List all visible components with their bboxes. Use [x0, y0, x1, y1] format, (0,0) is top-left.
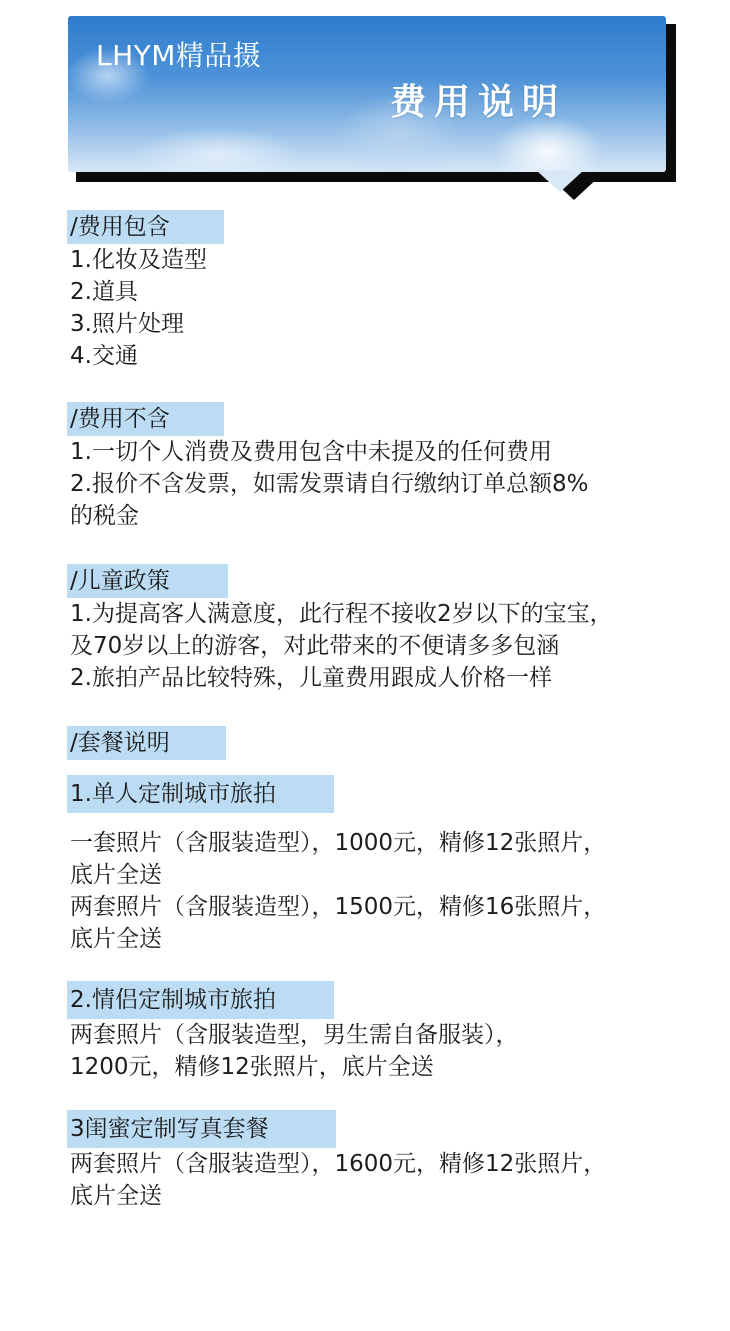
included-section [67, 210, 224, 372]
package-line: 两套照片（含服装造型），1500元，精修16张照片， [70, 894, 607, 920]
children-line: 及70岁以上的游客，对此带来的不便请多多包涵 [70, 633, 560, 659]
included-heading: /费用包含 [67, 210, 224, 244]
package-line: 底片全送 [70, 862, 162, 888]
included-item: 1.化妆及造型 [70, 247, 207, 273]
package-line: 1200元，精修12张照片，底片全送 [70, 1054, 434, 1080]
banner-image [68, 16, 666, 172]
package-line: 底片全送 [70, 1183, 162, 1209]
package-line: 两套照片（含服装造型，男生需自备服装）， [70, 1022, 519, 1048]
included-item: 2.道具 [70, 279, 138, 305]
banner-pointer [536, 170, 584, 192]
children-line: 1.为提高客人满意度，此行程不接收2岁以下的宝宝， [70, 601, 613, 627]
included-item: 4.交通 [70, 343, 138, 369]
packages-section [67, 726, 226, 760]
package-title: 3闺蜜定制写真套餐 [67, 1110, 336, 1148]
package-2 [67, 981, 519, 1083]
header-banner [66, 16, 678, 198]
package-3 [67, 1110, 606, 1212]
package-title: 2.情侣定制城市旅拍 [67, 981, 334, 1019]
packages-heading: /套餐说明 [67, 726, 226, 760]
excluded-line: 2.报价不含发票，如需发票请自行缴纳订单总额8% [70, 471, 589, 497]
excluded-section [67, 402, 588, 532]
page-title: 费用说明 [390, 82, 567, 123]
excluded-line: 1.一切个人消费及费用包含中未提及的任何费用 [70, 439, 552, 465]
included-item: 3.照片处理 [70, 311, 184, 337]
children-line: 2.旅拍产品比较特殊，儿童费用跟成人价格一样 [70, 665, 552, 691]
package-line: 两套照片（含服装造型），1600元，精修12张照片， [70, 1151, 607, 1177]
children-section [67, 564, 613, 694]
children-heading: /儿童政策 [67, 564, 228, 598]
package-line: 一套照片（含服装造型），1000元，精修12张照片， [70, 830, 607, 856]
package-1 [67, 775, 606, 955]
brand-name: LHYM精品摄 [96, 39, 262, 72]
package-line: 底片全送 [70, 926, 162, 952]
excluded-line: 的税金 [70, 503, 139, 529]
excluded-heading: /费用不含 [67, 402, 224, 436]
package-title: 1.单人定制城市旅拍 [67, 775, 334, 813]
